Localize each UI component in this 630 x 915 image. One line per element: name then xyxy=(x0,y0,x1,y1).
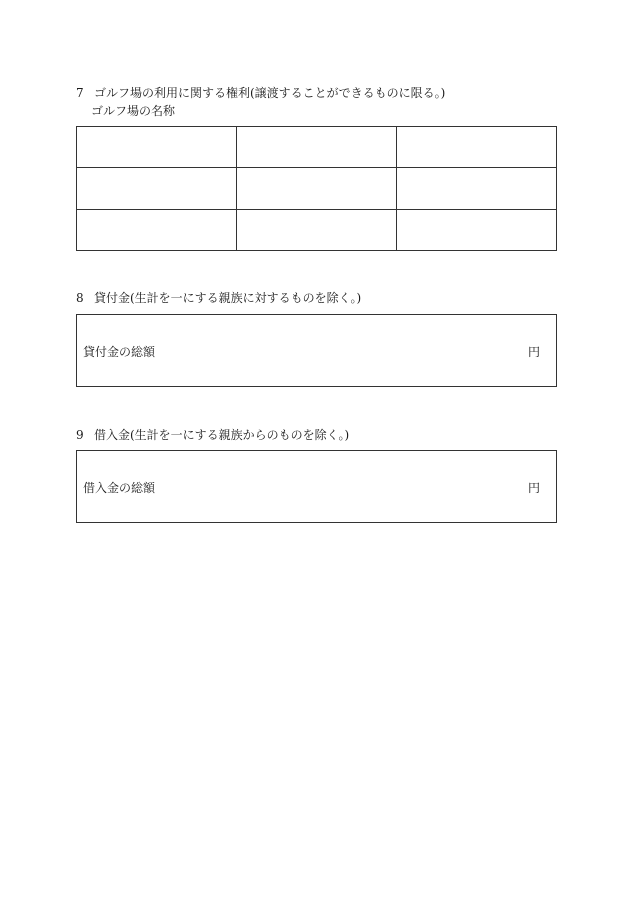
section-8-heading xyxy=(76,291,361,305)
table-row xyxy=(77,209,557,250)
section-9-number: 9 xyxy=(76,428,84,442)
table-cell[interactable] xyxy=(237,209,397,250)
section-9-heading xyxy=(76,428,349,442)
table-row xyxy=(77,168,557,209)
golf-course-table xyxy=(76,126,557,251)
table-cell[interactable] xyxy=(237,168,397,209)
section-8-number: 8 xyxy=(76,291,84,305)
table-cell[interactable] xyxy=(77,209,237,250)
table-cell[interactable] xyxy=(397,168,557,209)
section-7-title: ゴルフ場の利用に関する権利(譲渡することができるものに限る。) xyxy=(94,86,446,100)
table-cell[interactable] xyxy=(77,127,237,168)
golf-course-name-label: ゴルフ場の名称 xyxy=(91,104,176,118)
loans-receivable-total-label: 貸付金の総額 xyxy=(83,345,156,359)
table-cell[interactable] xyxy=(237,127,397,168)
loans-receivable-box[interactable] xyxy=(76,314,557,387)
section-7-heading xyxy=(76,86,445,100)
yen-unit-label: 円 xyxy=(527,345,540,359)
borrowings-total-label: 借入金の総額 xyxy=(83,481,156,495)
section-8-title: 貸付金(生計を一にする親族に対するものを除く。) xyxy=(94,291,362,305)
section-9-title: 借入金(生計を一にする親族からのものを除く。) xyxy=(94,428,350,442)
section-7-number: 7 xyxy=(76,86,84,100)
table-row xyxy=(77,127,557,168)
table-cell[interactable] xyxy=(77,168,237,209)
yen-unit-label: 円 xyxy=(527,481,540,495)
table-cell[interactable] xyxy=(397,209,557,250)
table-cell[interactable] xyxy=(397,127,557,168)
borrowings-box[interactable] xyxy=(76,450,557,523)
